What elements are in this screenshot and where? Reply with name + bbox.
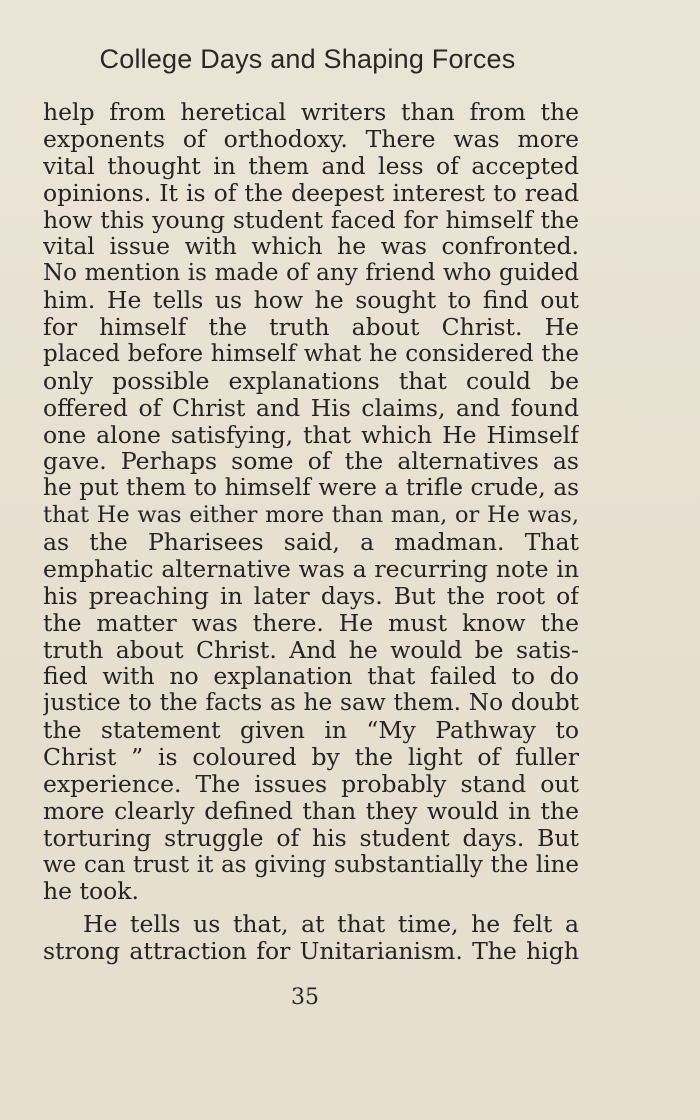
paragraph <box>43 99 579 905</box>
text-line: as the Pharisees said, a madman. That <box>43 529 579 556</box>
text-line: vital issue with which he was confronted. <box>43 233 579 261</box>
text-line: fied with no explanation that failed to do <box>43 663 579 691</box>
text-line: placed before himself what he considered the <box>43 340 579 367</box>
text-line: only possible explanations that could be <box>43 367 579 395</box>
text-line: the statement given in “My Pathway to <box>43 717 579 744</box>
paragraph <box>43 911 579 965</box>
text-line: more clearly defined than they would in the <box>43 797 579 825</box>
text-line: truth about Christ. And he would be satis- <box>43 636 579 664</box>
text-line: justice to the facts as he saw them. No doubt <box>43 690 579 717</box>
page-number: 35 <box>291 985 319 1010</box>
text-line: offered of Christ and His claims, and found <box>43 394 579 422</box>
text-line: for himself the truth about Christ. He <box>43 314 579 341</box>
text-line: vital thought in them and less of accepted <box>43 152 579 180</box>
text-line: torturing struggle of his student days. But <box>43 824 579 852</box>
text-line: help from heretical writers than from the <box>43 99 579 126</box>
text-line: how this young student faced for himself the <box>43 206 579 234</box>
text-line: his preaching in later days. But the root of <box>43 582 579 610</box>
text-line: opinions. It is of the deepest interest to read <box>43 179 579 207</box>
text-line: He tells us that, at that time, he felt a <box>83 911 579 939</box>
text-line: emphatic alternative was a recurring note in <box>43 555 579 583</box>
body-text <box>43 99 579 965</box>
text-line: he put them to himself were a trifle crude, as <box>43 475 579 502</box>
text-line: exponents of orthodoxy. There was more <box>43 125 579 153</box>
text-line: that He was either more than man, or He was, <box>43 502 579 529</box>
text-line: we can trust it as giving substantially the line <box>43 851 579 878</box>
text-line: gave. Perhaps some of the alternatives as <box>43 448 579 476</box>
text-line: one alone satisfying, that which He Himself <box>43 421 579 449</box>
text-line: him. He tells us how he sought to find out <box>43 287 579 314</box>
text-line: strong attraction for Unitarianism. The high <box>43 938 579 965</box>
text-line: he took. <box>43 878 139 906</box>
text-line: No mention is made of any friend who guided <box>43 260 579 287</box>
text-line: Christ ” is coloured by the light of fuller <box>43 744 579 771</box>
text-line: the matter was there. He must know the <box>43 609 579 637</box>
running-head: College Days and Shaping Forces <box>99 44 516 74</box>
text-line: experience. The issues probably stand out <box>43 770 579 798</box>
